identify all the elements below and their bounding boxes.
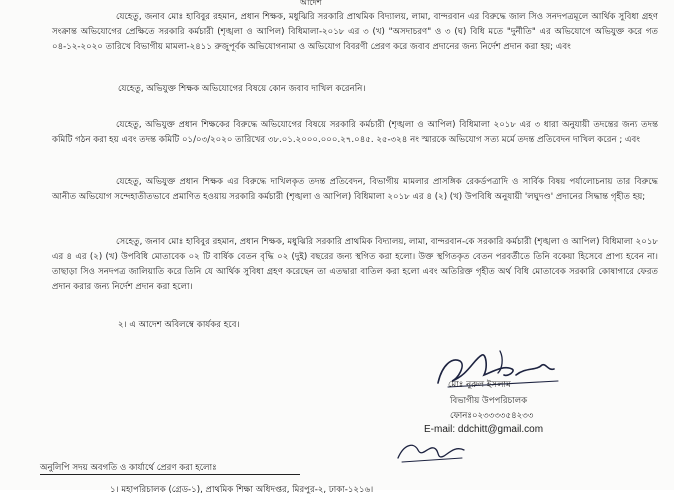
paragraph-2: যেহেতু, অভিযুক্ত শিক্ষক অভিযোগের বিষয়ে কোন জবাব দাখিল করেননি। xyxy=(118,84,366,94)
signatory-phone: ফোনঃ০২৩৩৩৩৫৪২৩৩ xyxy=(450,411,534,421)
signatory-name: মোঃ নুরুল ইসলাম xyxy=(448,380,511,390)
paragraph-4: যেহেতু, অভিযুক্ত প্রধান শিক্ষক এর বিরুদ্ধে দাখিলকৃত তদন্ত প্রতিবেদন, বিভাগীয় মামলার প্রাসঙ্গিক রেকর্ডপত্রাদি ও সার্বিক বিষয় পর্যালোচনায় তার বিরুদ্ধে আনীত অভিযোগ সন্দেহাতীতভাবে প্রমাণিত হওয়ায় সরকারি কর্মচারী (শৃঙ্খলা ও আপিল) বিধিমালা ২০১৮ এর ৪ (২) (খ) উপবিধি অনুযায়ী 'লঘুদণ্ড' প্রদানের সিদ্ধান্ত গৃহীত হয়; xyxy=(52,177,658,202)
paragraph-3: যেহেতু, অভিযুক্ত প্রধান শিক্ষকের বিরুদ্ধে অভিযোগের বিষয়ে সরকারি কর্মচারী (শৃঙ্খলা ও আপিল) বিধিমালা ২০১৮ এর ৩ ধারা অনুযায়ী তদন্তের জন্য তদন্ত কমিটি গঠন করা হয় এবং তদন্ত কমিটি ০১/০৩/২০২০ তারিখের ৩৮.০১.২০০০.০০০.২৭.০৪৫. ২৫-৩২৪ নং স্মারকে অভিযোগ সত্য মর্মে তদন্ত প্রতিবেদন দাখিল করেন ; এবং xyxy=(52,120,658,145)
paragraph-6: ২। এ আদেশ অবিলম্বে কার্যকর হবে। xyxy=(118,320,240,330)
second-signature xyxy=(392,436,472,466)
paragraph-5: সেহেতু, জনাব মোঃ হাবিবুর রহমান, প্রধান শিক্ষক, মধুঝিরি সরকারি প্রাথমিক বিদ্যালয়, লামা, বান্দরবান-কে সরকারি কর্মচারী (শৃঙ্খলা ও আপিল) বিধিমালা ২০১৮ এর ৪ এর (২) (খ) উপবিধি মোতাবেক ০২ টি বার্ষিক বেতন বৃদ্ধি ০২ (দুই) বছরের জন্য স্থগিত করা হলো। উক্ত স্থগিতকৃত বেতন পরবর্তীতে তিনি বকেয়া হিসেবে প্রাপ্য হবেন না। তাছাড়া সিও সনদপত্র জালিয়াতি করে তিনি যে আর্থিক সুবিধা গ্রহণ করেছেন তা এতদ্বারা বাতিল করা হলো এবং অতিরিক্ত গৃহীত অর্থ বিধি মোতাবেক সরকারি কোষাগারে ফেরত প্রদান করার জন্য নির্দেশ প্রদান করা হলো। xyxy=(52,237,658,292)
top-heading-fragment: আদেশ xyxy=(300,0,322,6)
copy-heading-underline xyxy=(40,474,300,475)
copy-item-1: ১। মহাপরিচালক (গ্রেড-১), প্রাথমিক শিক্ষা অধিদপ্তর, মিরপুর-২, ঢাকা-১২১৬। xyxy=(110,485,374,495)
paragraph-1: যেহেতু, জনাব মোঃ হাবিবুর রহমান, প্রধান শিক্ষক, মধুঝিরি সরকারি প্রাথমিক বিদ্যালয়, লামা, বান্দরবান এর বিরুদ্ধে জাল সিও সনদপত্রমূলে আর্থিক সুবিধা গ্রহণ সংক্রান্ত অভিযোগের প্রেক্ষিতে সরকারি কর্মচারী (শৃঙ্খলা ও আপিল) বিধিমালা-২০১৮ এর ৩ (খ) "অসদাচরণ" ও ৩ (ঘ) বিধি মতে "দুর্নীতি" এর অভিযোগে অভিযুক্ত করে গত ০৪-১২-২০২০ তারিখে বিভাগীয় মামলা-২৪১১ রুজুপূর্বক অভিযোগনামা ও অভিযোগ বিবরণী প্রেরণ করে জবাব প্রদানের জন্য নির্দেশ প্রদান করা হয়; এবং xyxy=(52,12,658,52)
copy-heading: অনুলিপি সদয় অবগতি ও কার্যার্থে প্রেরণ করা হলোঃ xyxy=(40,463,217,473)
signatory-title: বিভাগীয় উপপরিচালক xyxy=(450,396,528,406)
signatory-email: E-mail: ddchitt@gmail.com xyxy=(424,424,544,435)
